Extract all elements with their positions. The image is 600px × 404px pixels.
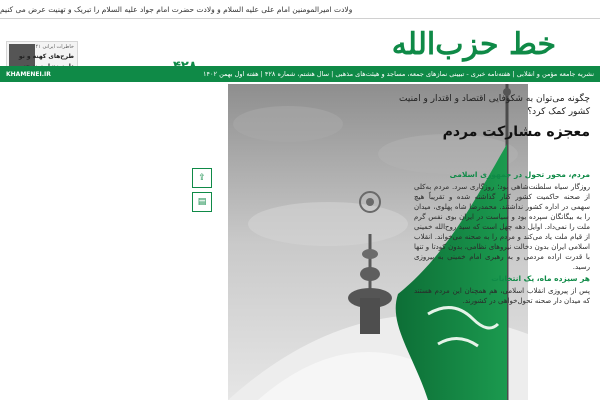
- masthead: [0, 19, 600, 65]
- top-announcement-bar: [0, 0, 600, 19]
- article-body: [414, 168, 590, 306]
- article-tools: [192, 168, 212, 216]
- subheading-1: مردم، محور تحول در جمهوری اسلامی: [449, 170, 590, 179]
- issue-info: نشریه جامعه مؤمن و انقلابی | هفته‌نامه خبری - تبیینی نمازهای جمعه، مساجد و هیئت‌های مذهبی | سال هشتم، شماره ۴۲۸ | هفته اول بهمن ۱۴۰۲: [203, 70, 594, 78]
- site-label[interactable]: KHAMENEI.IR: [6, 70, 51, 78]
- paragraph-2: پس از پیروزی انقلاب اسلامی، هم همچنان این مردم هستند که میدان دار صحنه تحول‌خواهی در کشورند.: [414, 287, 590, 305]
- headline-title[interactable]: معجزه مشارکت مردم: [442, 124, 590, 140]
- promo-tag: خاطرات ایرانی ۴۱: [35, 44, 74, 50]
- document-icon[interactable]: ▤: [192, 192, 212, 212]
- subheading-2: هر سیزده ماه، یک انتخابات: [491, 274, 590, 283]
- info-bar: [0, 66, 600, 82]
- paragraph-1: روزگار سیاه سلطنت‌شاهی بود؛ روزگاری سرد. مردم به‌کلی از صحنه حاکمیت کشور کنار گذاشته شده و تقریباً هیچ سهمی در اداره کشور نداشتند. محمدرضا شاه پهلوی، میدان را به‌ بیگانگان سپرده بود و سیاست در ایران بوی نفس گرم ملت را نمی‌داد. اوایل دهه چهل است که سید روح‌الله خمینی از قیام ملت یاد می‌کند و مردم را به صحنه می‌خواند. انقلاب اسلامی ایران بدون دخالت نیروهای نظامی، بدون کودتا و تنها با قدرت اراده مردمی و به رهبری امام خمینی به پیروزی رسید.: [414, 183, 590, 271]
- share-icon[interactable]: ⇪: [192, 168, 212, 188]
- headline-block: [390, 93, 590, 140]
- announcement-text: ولادت امیرالمومنین امام علی علیه السلام و ولادت حضرت امام جواد علیه السلام را تبریک و تهنیت عرض می کنیم: [0, 4, 353, 14]
- logo: خط حزب‌الله: [391, 27, 556, 62]
- headline-kicker: چگونه می‌توان به شکوفایی اقتصاد و اقتدار و امنیت کشور کمک کرد؟: [399, 94, 590, 117]
- left-margin: [0, 84, 220, 400]
- promo-line1: طرح‌های کهنه و نو: [18, 53, 74, 60]
